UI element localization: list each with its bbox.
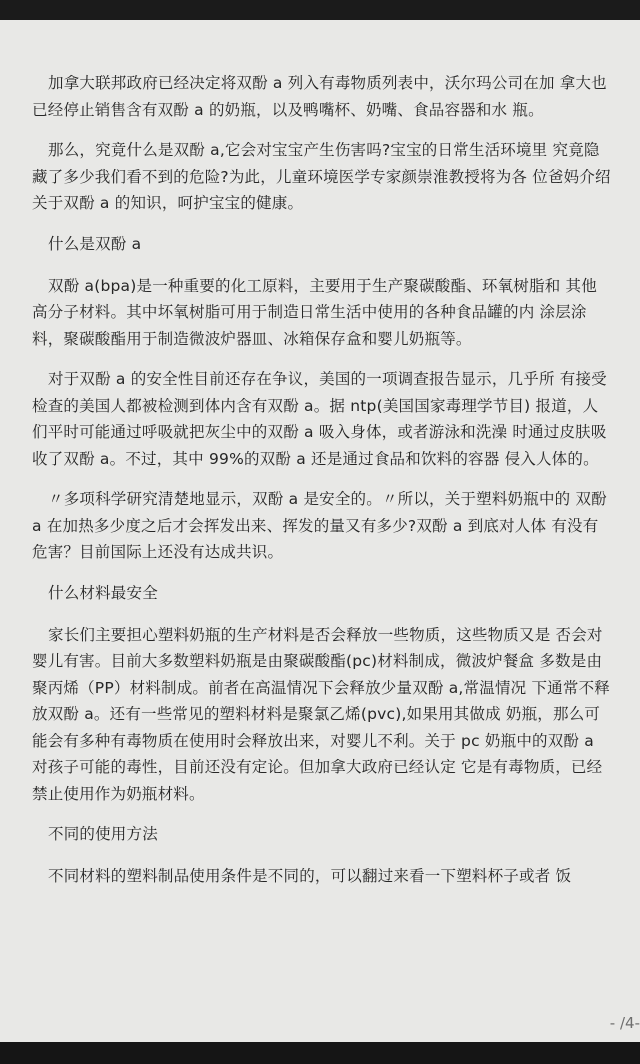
heading-what-is-bpa: 什么是双酚 a: [48, 234, 142, 253]
document-page: [0, 20, 640, 1042]
bottom-bar: [0, 1042, 640, 1064]
paragraph-bpa-definition: 双酚 a(bpa)是一种重要的化工原料，主要用于生产聚碳酸酯、环氧树脂和 其他高分子材料。其中坏氧树脂可用于制造日常生活中使用的各种食品罐的内 涂层涂料，聚碳酸酯用于制造微波炉器皿、冰箱保存盒和婴儿奶瓶等。: [32, 276, 597, 348]
heading-safest-material: 什么材料最安全: [48, 583, 158, 602]
document-body: [32, 70, 612, 904]
page-number: - /4-: [609, 1014, 640, 1032]
paragraph-question: 那么，究竟什么是双酚 a,它会对宝宝产生伤害吗?宝宝的日常生活环境里 究竟隐藏了多少我们看不到的危险?为此，儿童环境医学专家颜崇淮教授将为各 位爸妈介绍关于双酚 a 的知识，呵护宝宝的健康。: [32, 141, 611, 212]
paragraph-bpa-safety: 对于双酚 a 的安全性目前还存在争议，美国的一项调查报告显示，几乎所 有接受检查的美国人都被检测到体内含有双酚 a。据 ntp(美国国家毒理学节目) 报道，人们平时可能通过呼吸就把灰尘中的双酚 a 吸入身体，或者游泳和洗澡 时通过皮肤吸收了双酚 a。不过，其中 99%的双酚 a 还是通过食品和饮料的容器 侵入人体的。: [32, 370, 607, 468]
paragraph-intro: 加拿大联邦政府已经决定将双酚 a 列入有毒物质列表中，沃尔玛公司在加 拿大也已经停止销售含有双酚 a 的奶瓶，以及鸭嘴杯、奶嘴、食品容器和水 瓶。: [32, 74, 607, 119]
paragraph-usage: 不同材料的塑料制品使用条件是不同的，可以翻过来看一下塑料杯子或者 饭: [48, 867, 572, 885]
heading-usage-methods: 不同的使用方法: [48, 825, 158, 843]
paragraph-research: 〃多项科学研究清楚地显示，双酚 a 是安全的。〃所以，关于塑料奶瓶中的 双酚 a 在加热多少度之后才会挥发出来、挥发的量又有多少?双酚 a 到底对人体 有没有危害？目前国际上还没有达成共识。: [32, 490, 607, 561]
paragraph-materials: 家长们主要担心塑料奶瓶的生产材料是否会释放一些物质，这些物质又是 否会对婴儿有害。目前大多数塑料奶瓶是由聚碳酸酯(pc)材料制成，微波炉餐盒 多数是由聚丙烯（PP）材料制成。前者在高温情况下会释放少量双酚 a,常温情况 下通常不释放双酚 a。还有一些常见的塑料材料是聚氯乙烯(pvc),如果用其做成 奶瓶，那么可能会有多种有毒物质在使用时会释放出来，对婴儿不利。关于 pc 奶瓶中的双酚 a 对孩子可能的毒性，目前还没有定论。但加拿大政府已经认定 它是有毒物质，已经禁止使用作为奶瓶材料。: [32, 625, 610, 803]
